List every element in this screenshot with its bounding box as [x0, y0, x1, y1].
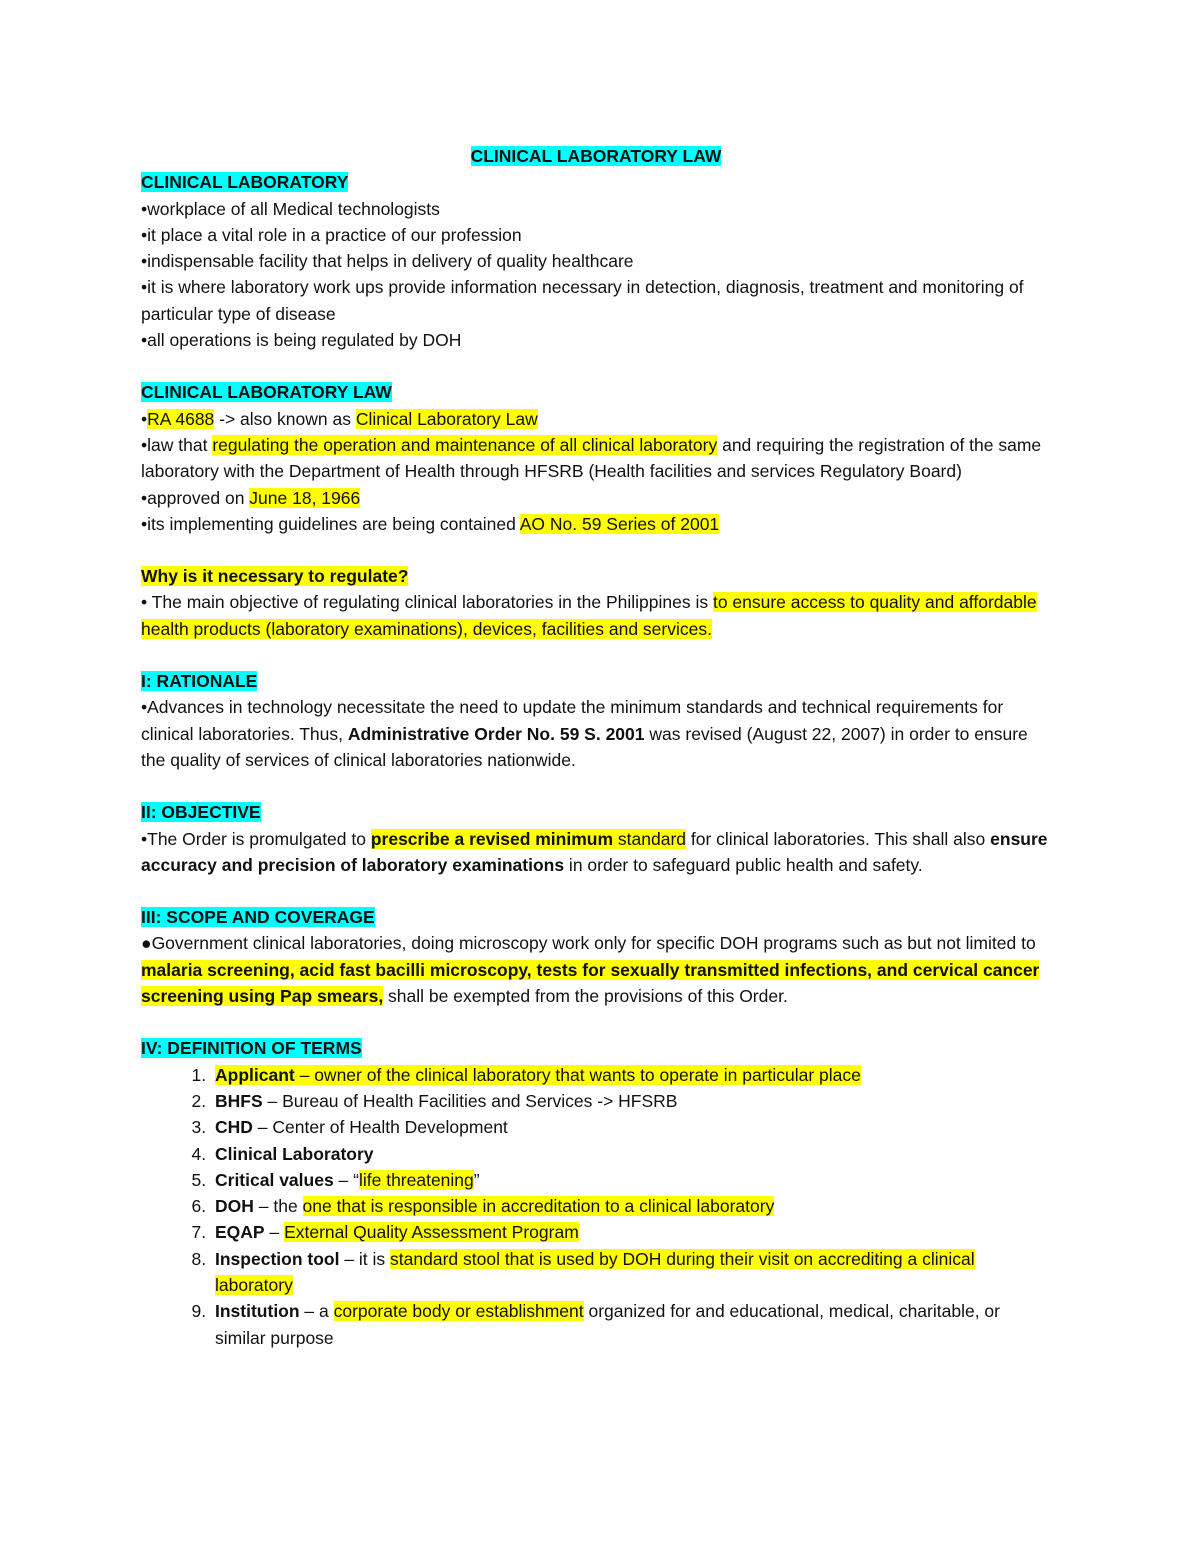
- section-why-regulate: [141, 563, 1051, 642]
- highlight: one that is responsible in accreditation to a clinical laboratory: [302, 1196, 775, 1217]
- highlight: RA 4688: [147, 408, 215, 429]
- bullet-item: •its implementing guidelines are being contained AO No. 59 Series of 2001: [141, 513, 720, 534]
- list-item: 2. BHFS – Bureau of Health Facilities and Services -> HFSRB: [211, 1088, 1051, 1114]
- section-heading: CLINICAL LABORATORY: [141, 172, 349, 193]
- bullet-item: •indispensable facility that helps in delivery of quality healthcare: [141, 251, 634, 272]
- section-clinical-laboratory: [141, 169, 1051, 353]
- list-item: 1. Applicant – owner of the clinical laboratory that wants to operate in particular place: [211, 1062, 1051, 1088]
- list-item: 5. Critical values – “life threatening”: [211, 1167, 1051, 1193]
- highlight: standard stool that is used by DOH during their visit on accrediting a clinical laboratory: [215, 1248, 975, 1295]
- bullet-item: •workplace of all Medical technologists: [141, 198, 440, 219]
- definition-list: [141, 1062, 1051, 1351]
- document-page: [141, 143, 1051, 1351]
- section-heading: II: OBJECTIVE: [141, 802, 261, 823]
- section-heading: I: RATIONALE: [141, 671, 258, 692]
- document-title: CLINICAL LABORATORY LAW: [470, 146, 722, 166]
- bullet-item: •law that regulating the operation and maintenance of all clinical laboratory and requiring the registration of the same laboratory with the Department of Health through HFSRB (Health facilities and services Regulatory Board): [141, 434, 1042, 482]
- highlight: prescribe a revised minimum: [370, 828, 614, 849]
- highlight: to ensure access to quality and affordable health products (laboratory examinations), devices, facilities and services.: [141, 592, 1037, 639]
- highlight: June 18, 1966: [249, 487, 361, 508]
- list-item: 3. CHD – Center of Health Development: [211, 1114, 1051, 1140]
- section-rationale: [141, 668, 1051, 773]
- highlight: regulating the operation and maintenance of all clinical laboratory: [212, 434, 718, 455]
- highlight: Clinical Laboratory Law: [355, 408, 538, 429]
- highlight: AO No. 59 Series of 2001: [519, 513, 720, 534]
- section-definitions: [141, 1035, 1051, 1351]
- bullet-item: •The Order is promulgated to prescribe a revised minimum standard for clinical laboratories. This shall also ensure accuracy and precision of laboratory examinations in order to safeguard public health and safety.: [141, 828, 1048, 875]
- list-item: 8. Inspection tool – it is standard stool that is used by DOH during their visit on accrediting a clinical laboratory: [211, 1246, 1051, 1299]
- bullet-item: •it is where laboratory work ups provide information necessary in detection, diagnosis, treatment and monitoring of particular type of disease: [141, 277, 1024, 324]
- bullet-item: • The main objective of regulating clinical laboratories in the Philippines is to ensure access to quality and affordable health products (laboratory examinations), devices, facilities and services.: [141, 592, 1037, 639]
- list-item: 7. EQAP – External Quality Assessment Program: [211, 1219, 1051, 1245]
- section-objective: [141, 799, 1051, 878]
- highlight: life threatening: [358, 1169, 474, 1190]
- highlight: standard: [613, 828, 687, 849]
- section-scope: [141, 904, 1051, 1009]
- list-item: 4. Clinical Laboratory: [211, 1141, 1051, 1167]
- list-item: 9. Institution – a corporate body or establishment organized for and educational, medical, charitable, or similar purpose: [211, 1298, 1051, 1351]
- section-clinical-laboratory-law: [141, 379, 1051, 537]
- bullet-item: •it place a vital role in a practice of our profession: [141, 224, 522, 245]
- section-heading: CLINICAL LABORATORY LAW: [141, 382, 392, 403]
- bullet-item: •approved on June 18, 1966: [141, 487, 361, 508]
- highlight: External Quality Assessment Program: [284, 1222, 579, 1243]
- section-heading: IV: DEFINITION OF TERMS: [141, 1038, 362, 1059]
- bullet-item: ●Government clinical laboratories, doing microscopy work only for specific DOH programs such as but not limited to malaria screening, acid fast bacilli microscopy, tests for sexually transmitted infections, and cervical cancer screening using Pap smears, shall be exempted from the provisions of this Order.: [141, 933, 1040, 1007]
- bullet-item: •Advances in technology necessitate the need to update the minimum standards and technical requirements for clinical laboratories. Thus, Administrative Order No. 59 S. 2001 was revised (August 22, 2007) in order to ensure the quality of services of clinical laboratories nationwide.: [141, 697, 1028, 770]
- section-heading: Why is it necessary to regulate?: [141, 566, 409, 587]
- highlight: malaria screening, acid fast bacilli microscopy, tests for sexually transmitted infections, and cervical cancer screening using Pap smears,: [141, 959, 1040, 1007]
- bullet-item: •all operations is being regulated by DOH: [141, 330, 462, 351]
- bullet-item: •RA 4688 -> also known as Clinical Laboratory Law: [141, 408, 538, 429]
- section-heading: III: SCOPE AND COVERAGE: [141, 907, 375, 928]
- highlight: corporate body or establishment: [333, 1301, 584, 1322]
- list-item: 6. DOH – the one that is responsible in accreditation to a clinical laboratory: [211, 1193, 1051, 1219]
